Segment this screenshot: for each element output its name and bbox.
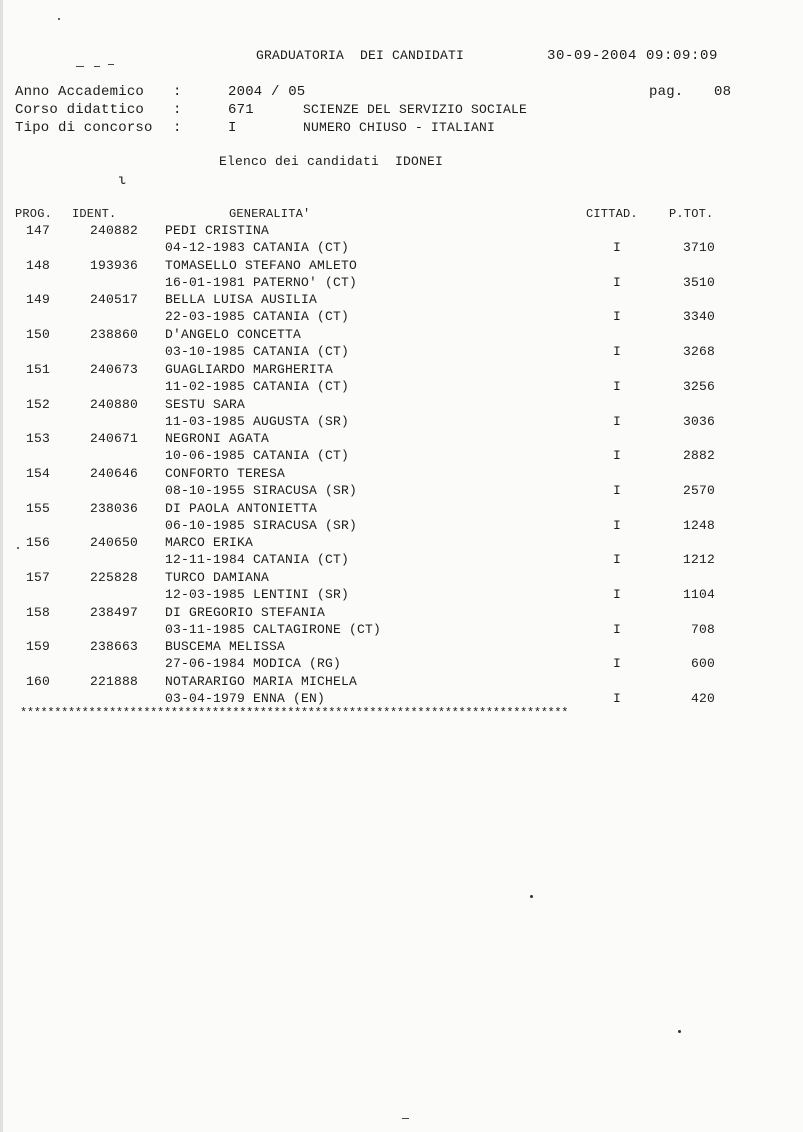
candidate-cittad: I [613, 344, 622, 360]
candidate-ptot: 2570 [682, 482, 715, 498]
candidate-prog: 160 [26, 674, 51, 690]
candidate-birth: 22-03-1985 CATANIA (CT) [165, 309, 350, 325]
candidate-cittad: I [613, 517, 622, 533]
candidate-cittad: I [613, 621, 622, 637]
candidate-ident: 240880 [90, 396, 139, 412]
candidate-birth: 27-06-1984 MODICA (RG) [165, 656, 342, 672]
candidate-name: BUSCEMA MELISSA [165, 639, 286, 655]
candidate-cittad: I [613, 413, 622, 429]
candidate-prog: 158 [26, 604, 51, 620]
table-row [0, 362, 803, 397]
column-header-generalita: GENERALITA' [229, 207, 311, 221]
candidate-ptot: 420 [690, 691, 715, 707]
candidate-prog: 147 [26, 223, 51, 238]
table-row [0, 535, 803, 570]
candidate-ptot: 2882 [682, 448, 715, 464]
candidate-ident: 240671 [90, 431, 139, 447]
candidate-birth: 03-11-1985 CALTAGIRONE (CT) [165, 621, 382, 637]
column-header-prog: PROG. [15, 207, 53, 221]
candidate-ptot: 3036 [682, 413, 715, 429]
candidate-ptot: 1212 [682, 552, 715, 568]
candidate-name: SESTU SARA [165, 396, 246, 412]
candidate-prog: 157 [26, 570, 51, 585]
candidate-cittad: I [613, 691, 622, 707]
scan-artifact [58, 18, 60, 20]
table-row [0, 258, 803, 293]
table-row [0, 327, 803, 362]
document-title: GRADUATORIA DEI CANDIDATI [256, 48, 465, 63]
candidate-birth: 11-02-1985 CATANIA (CT) [165, 378, 350, 394]
candidate-name: BELLA LUISA AUSILIA [165, 292, 318, 308]
candidate-prog: 149 [26, 292, 51, 308]
scan-artifact [530, 895, 533, 898]
table-row [0, 674, 803, 709]
candidate-ptot: 600 [690, 656, 715, 672]
candidate-cittad: I [613, 587, 622, 602]
candidate-ptot: 3710 [682, 240, 715, 255]
list-heading: Elenco dei candidati IDONEI [219, 154, 444, 169]
candidate-ident: 240673 [90, 361, 139, 377]
tipo-desc: NUMERO CHIUSO - ITALIANI [303, 120, 496, 135]
anno-label: Anno Accademico [15, 84, 145, 100]
candidate-cittad: I [613, 274, 622, 290]
tipo-label: Tipo di concorso [15, 120, 153, 136]
candidate-ident: 240517 [90, 292, 139, 308]
candidate-ident: 225828 [90, 570, 139, 585]
page-label: pag. [649, 84, 684, 100]
candidate-birth: 12-11-1984 CATANIA (CT) [165, 552, 350, 568]
candidate-prog: 152 [26, 396, 51, 412]
candidate-ptot: 1248 [682, 517, 715, 533]
candidate-prog: 155 [26, 500, 51, 516]
candidate-birth: 16-01-1981 PATERNO' (CT) [165, 274, 358, 290]
candidate-cittad: I [613, 448, 622, 464]
footer-separator: ******************************************************************************** [20, 706, 569, 720]
candidate-name: CONFORTO TERESA [165, 465, 286, 481]
candidate-name: DI PAOLA ANTONIETTA [165, 500, 318, 516]
scan-artifact [402, 1118, 409, 1119]
candidate-birth: 11-03-1985 AUGUSTA (SR) [165, 413, 350, 429]
page-number: 08 [714, 84, 732, 100]
tipo-code: I [228, 120, 237, 136]
candidate-ptot: 1104 [682, 587, 715, 602]
candidate-ptot: 3268 [682, 344, 715, 360]
candidate-ident: 240882 [90, 223, 139, 238]
candidate-name: TURCO DAMIANA [165, 570, 270, 585]
table-row [0, 639, 803, 674]
anno-value: 2004 / 05 [228, 84, 306, 100]
candidate-ptot: 3256 [682, 378, 715, 394]
corso-label: Corso didattico [15, 102, 145, 118]
candidate-name: PEDI CRISTINA [165, 223, 270, 238]
candidate-name: TOMASELLO STEFANO AMLETO [165, 257, 358, 273]
scan-artifact [108, 64, 114, 65]
corso-desc: SCIENZE DEL SERVIZIO SOCIALE [303, 102, 528, 117]
candidate-ptot: 3510 [682, 274, 715, 290]
candidate-ident: 221888 [90, 674, 139, 690]
table-row [0, 292, 803, 327]
candidate-ident: 238036 [90, 500, 139, 516]
candidate-ident: 238860 [90, 327, 139, 343]
candidate-cittad: I [613, 482, 622, 498]
candidate-prog: 154 [26, 465, 51, 481]
candidate-ptot: 3340 [682, 309, 715, 325]
candidate-birth: 03-10-1985 CATANIA (CT) [165, 344, 350, 360]
candidate-prog: 156 [26, 535, 51, 551]
table-row [0, 431, 803, 466]
table-row [0, 397, 803, 432]
candidate-ptot: 708 [690, 621, 715, 637]
candidate-prog: 148 [26, 257, 51, 273]
candidate-prog: 159 [26, 639, 51, 655]
table-row [0, 605, 803, 640]
scan-artifact [76, 66, 84, 67]
candidate-name: NOTARARIGO MARIA MICHELA [165, 674, 358, 690]
column-header-ptot: P.TOT. [669, 207, 714, 221]
column-header-ident: IDENT. [72, 207, 117, 221]
candidate-prog: 153 [26, 431, 51, 447]
candidate-cittad: I [613, 378, 622, 394]
scan-artifact [678, 1030, 681, 1033]
candidate-name: NEGRONI AGATA [165, 431, 270, 447]
print-datetime: 30-09-2004 09:09:09 [547, 48, 719, 64]
scan-artifact [94, 66, 100, 67]
candidate-ident: 193936 [90, 257, 139, 273]
column-header-cittad: CITTAD. [586, 207, 638, 221]
candidate-birth: 06-10-1985 SIRACUSA (SR) [165, 517, 358, 533]
candidate-prog: 150 [26, 327, 51, 343]
tipo-colon: : [173, 120, 182, 136]
candidate-birth: 04-12-1983 CATANIA (CT) [165, 240, 350, 255]
corso-colon: : [173, 102, 182, 118]
candidate-name: D'ANGELO CONCETTA [165, 327, 302, 343]
candidate-birth: 12-03-1985 LENTINI (SR) [165, 587, 350, 602]
table-row [0, 223, 803, 258]
anno-colon: : [173, 84, 182, 100]
candidate-birth: 08-10-1955 SIRACUSA (SR) [165, 482, 358, 498]
stray-mark: ι [118, 173, 127, 189]
table-row [0, 570, 803, 605]
corso-code: 671 [228, 102, 254, 118]
table-row [0, 501, 803, 536]
table-row [0, 466, 803, 501]
candidate-cittad: I [613, 240, 622, 255]
candidate-name: MARCO ERIKA [165, 535, 254, 551]
candidate-name: GUAGLIARDO MARGHERITA [165, 361, 334, 377]
candidate-cittad: I [613, 656, 622, 672]
candidate-ident: 240650 [90, 535, 139, 551]
candidate-prog: 151 [26, 361, 51, 377]
candidate-ident: 238663 [90, 639, 139, 655]
candidate-birth: 03-04-1979 ENNA (EN) [165, 691, 326, 707]
scan-artifact [17, 547, 19, 549]
candidate-cittad: I [613, 309, 622, 325]
candidate-cittad: I [613, 552, 622, 568]
candidate-birth: 10-06-1985 CATANIA (CT) [165, 448, 350, 464]
candidate-name: DI GREGORIO STEFANIA [165, 604, 326, 620]
candidate-ident: 238497 [90, 604, 139, 620]
candidate-ident: 240646 [90, 465, 139, 481]
